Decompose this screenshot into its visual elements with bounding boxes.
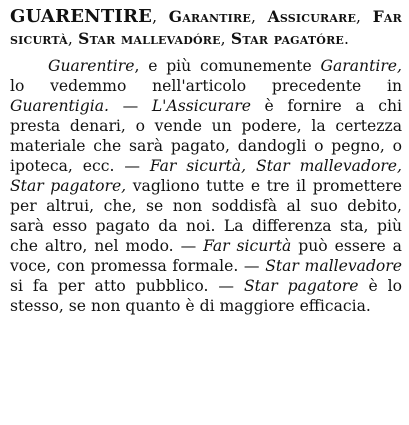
synonym-term: Garantire [168, 7, 251, 26]
synonym-term: Star mallevadóre [78, 29, 221, 48]
italic-term: L'Assicurare [151, 97, 251, 115]
body-text-run: è fornire a chi presta denari, o vende un podere, la certezza materiale che sarà pagato, dandogli o pegno, o ipoteca, ecc. — [10, 97, 402, 175]
entry-heading [10, 6, 402, 50]
headword: GUARENTIRE [10, 6, 153, 27]
headword-separator: , [152, 8, 169, 26]
entry-definition [10, 56, 402, 316]
synonym-term: Far sicurtà [10, 7, 402, 48]
italic-term: Guarentire [48, 57, 135, 75]
body-text-run: vagliono tutte e tre il promettere per altrui, che, se non soddisfà al suo debito, sarà esso pagato da noi. La differenza sta, più che altro, nel modo. — [10, 177, 402, 255]
synonym-separator: , [220, 30, 231, 48]
italic-term: Far sicurtà [203, 237, 292, 255]
body-text-run: — [109, 97, 152, 115]
synonym-term: Assicurare [267, 7, 357, 26]
synonym-separator: . [344, 30, 350, 48]
body-text-run: lo vedemmo nell'articolo precedente in [10, 77, 402, 95]
body-text-run: , e più comunemente [134, 57, 321, 75]
dictionary-entry [10, 6, 402, 316]
synonym-separator: , [356, 8, 373, 26]
italic-term: Star mallevadore [265, 257, 402, 275]
italic-term: Far sicurtà, Star mallevadore, Star pagatore, [10, 157, 402, 195]
italic-term: Guarentigia. [10, 97, 109, 115]
body-text-run: è lo stesso, se non quanto è di maggiore efficacia. [10, 277, 402, 315]
synonym-separator: , [250, 8, 268, 26]
italic-term: Star pagatore [243, 277, 359, 295]
synonym-term: Star pagatóre [230, 29, 344, 48]
body-text-run: si fa per atto pubblico. — [10, 277, 244, 295]
body-text-run: può essere a voce, con promessa formale. — [10, 237, 402, 275]
synonym-separator: , [67, 30, 79, 48]
italic-term: Garantire, [320, 57, 402, 75]
